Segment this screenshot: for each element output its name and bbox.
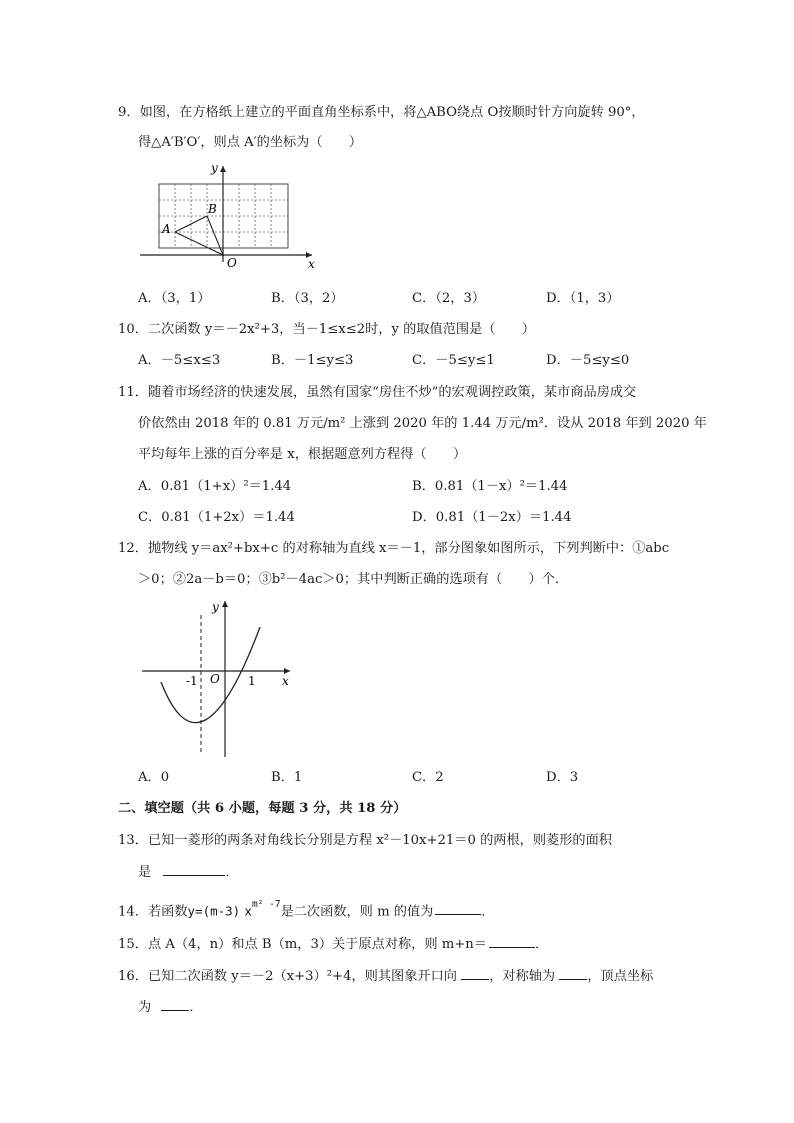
q15-answer-blank[interactable] [489,935,535,948]
q16-blank-vertex[interactable] [161,998,189,1011]
q13-line1: 13．已知一菱形的两条对角线长分别是方程 x²－10x+21＝0 的两根，则菱形的面积 [118,833,612,848]
q14-pre: 14．若函数 [118,904,188,920]
q9-label-b: B [208,202,217,216]
q12-label-o: O [210,672,220,686]
q14-func: y=(m-3) [187,903,241,919]
q12-parabola-figure [138,595,298,760]
q14-line [118,899,495,921]
q11-option-c: C．0.81（1+2x）＝1.44 [138,510,295,525]
q13-line2 [138,863,239,882]
q11-option-d: D．0.81（1－2x）＝1.44 [412,510,572,525]
q10-option-c: C．－5≤y≤1 [412,353,495,368]
q9-label-y: y [211,161,218,175]
q9-line1: 9．如图，在方格纸上建立的平面直角坐标系中，将△ABO绕点 O按顺时针方向旋转 90°， [118,105,645,120]
q9-label-a: A [162,222,171,236]
q12-option-c: C．2 [412,770,444,785]
q14-end: ． [481,904,495,920]
q12-label-x: x [282,674,289,688]
q16-line2-end: ． [189,1000,203,1015]
q16-line2 [138,998,203,1017]
q9-option-b: B．（3，2） [271,291,344,306]
q12-option-b: B．1 [271,770,303,785]
q11-option-a: A．0.81（1+x）²＝1.44 [138,479,292,494]
q12-label-neg1: -1 [186,674,198,688]
triangle-abo [175,216,223,255]
q9-grid-figure [132,158,322,270]
q14-base: x [244,903,252,919]
q10-option-d: D．－5≤y≤0 [546,353,630,368]
q9-label-x: x [308,257,315,270]
q16-blank-direction[interactable] [461,967,489,980]
q15-line [118,935,548,954]
q9-option-c: C．（2，3） [412,291,486,306]
q15-end: ． [534,937,549,952]
q16-line1-c: ，顶点坐标 [587,969,654,984]
q16-line1-b: ，对称轴为 [489,969,556,984]
q16-blank-axis[interactable] [559,967,587,980]
q10-option-a: A．－5≤x≤3 [138,353,221,368]
q16-line1-a: 16．已知二次函数 y＝－2（x+3）²+4，则其图象开口向 [118,969,457,984]
q10-option-b: B．－1≤y≤3 [271,353,354,368]
q16-line2-pre: 为 [138,1000,152,1015]
q16-line1 [118,967,653,986]
q13-line2-pre: 是 [138,865,152,880]
q12-label-y: y [212,600,219,614]
q13-line2-post: ． [225,865,239,880]
q15-pre: 15．点 A（4，n）和点 B（m，3）关于原点对称，则 m+n＝ [118,937,487,952]
q14-answer-blank[interactable] [435,902,481,915]
q9-option-d: D．（1，3） [546,291,620,306]
q11-line3: 平均每年上涨的百分率是 x，根据题意列方程得（ ） [138,447,467,462]
section2-title: 二、填空题（共 6 小题，每题 3 分，共 18 分） [118,801,407,816]
q9-line2: 得△A′B′O′，则点 A′的坐标为（ ） [138,135,363,150]
q11-line1: 11．随着市场经济的快速发展，虽然有国家“房住不炒”的宏观调控政策，某市商品房成交 [118,385,637,400]
q10-line1: 10．二次函数 y＝－2x²+3，当－1≤x≤2时，y 的取值范围是（ ） [118,322,536,337]
q11-line2: 价依然由 2018 年的 0.81 万元/m² 上涨到 2020 年的 1.44 万元/m²．设从 2018 年到 2020 年 [138,416,707,431]
q13-answer-blank[interactable] [163,863,225,876]
q14-post: 是二次函数，则 m 的值为 [280,904,434,920]
q11-option-b: B．0.81（1－x）²＝1.44 [412,479,568,494]
q12-option-a: A．0 [138,770,170,785]
q9-option-a: A．（3，1） [138,291,211,306]
q12-label-1: 1 [248,674,256,688]
q9-label-o: O [227,256,237,270]
q12-line1: 12．抛物线 y＝ax²+bx+c 的对称轴为直线 x＝－1，部分图象如图所示，下列判断中：①abc [118,541,670,556]
q12-option-d: D．3 [546,770,579,785]
q12-line2: ＞0；②2a－b＝0；③b²－4ac＞0；其中判断正确的选项有（ ）个． [138,572,569,587]
q14-exponent: m² -7 [251,899,281,910]
